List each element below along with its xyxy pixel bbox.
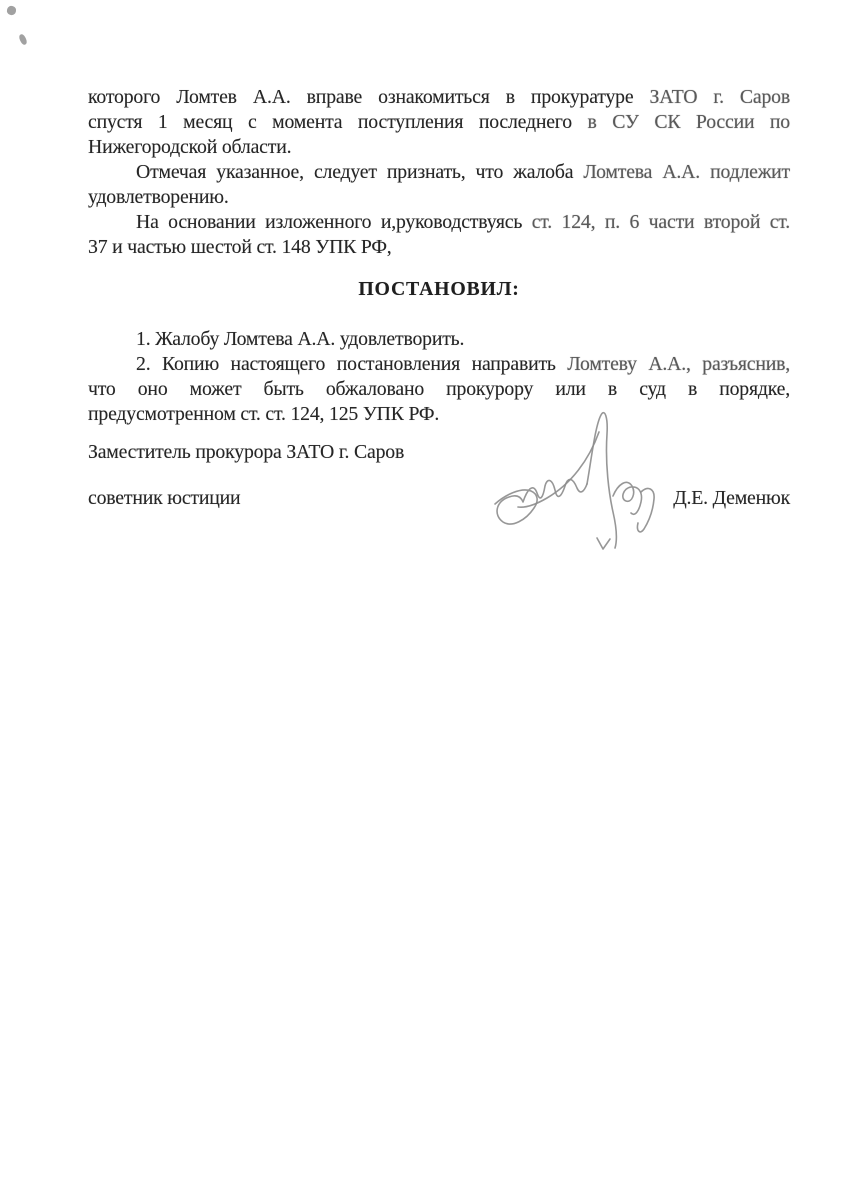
text-segment-light: в СУ СК России по [587, 111, 790, 133]
text-segment-light: ст. 124, п. 6 части второй ст. [531, 211, 790, 233]
text-segment: 1. Жалобу Ломтева А.А. удовлетворить. [136, 328, 465, 350]
text-segment: которого Ломтев А.А. вправе ознакомиться в прокуратуре [88, 86, 634, 108]
text-line [88, 185, 790, 210]
text-segment: что оно может быть обжаловано прокурору или в суд в порядке, [88, 378, 790, 400]
text-line [88, 235, 790, 260]
text-segment: 2. Копию настоящего постановления направить [136, 353, 556, 375]
text-segment-light: Ломтеву А.А., разъяснив, [567, 353, 790, 375]
signer-position: Заместитель прокурора ЗАТО г. Саров [88, 441, 405, 463]
signer-rank: советник юстиции [88, 487, 241, 509]
text-segment: предусмотренном ст. ст. 124, 125 УПК РФ. [88, 403, 440, 425]
signer-name: Д.Е. Деменюк [673, 487, 790, 509]
text-segment: удовлетворению. [88, 186, 229, 208]
resolution-heading: ПОСТАНОВИЛ: [358, 278, 520, 300]
text-segment: На основании изложенного и,руководствуясь [136, 211, 523, 233]
body-paragraph [88, 160, 790, 210]
text-line [88, 160, 790, 185]
text-line [88, 85, 790, 110]
text-line [88, 352, 790, 377]
text-segment: Нижегородской области. [88, 136, 292, 158]
scan-speck [18, 33, 28, 46]
text-segment: 37 и частью шестой ст. 148 УПК РФ, [88, 236, 392, 258]
scan-speck [6, 5, 17, 16]
signature-scribble [485, 398, 685, 558]
text-line [88, 210, 790, 235]
text-line [88, 327, 790, 352]
text-line [88, 110, 790, 135]
text-line [88, 135, 790, 160]
list-item-1 [88, 327, 790, 352]
text-segment-light: ЗАТО г. Саров [649, 86, 791, 108]
text-segment-light: Ломтева А.А. подлежит [583, 161, 790, 183]
text-segment: Отмечая указанное, следует признать, что жалоба [136, 161, 574, 183]
body-paragraph [88, 210, 790, 260]
body-paragraph [88, 85, 790, 160]
text-segment: спустя 1 месяц с момента поступления последнего [88, 111, 572, 133]
